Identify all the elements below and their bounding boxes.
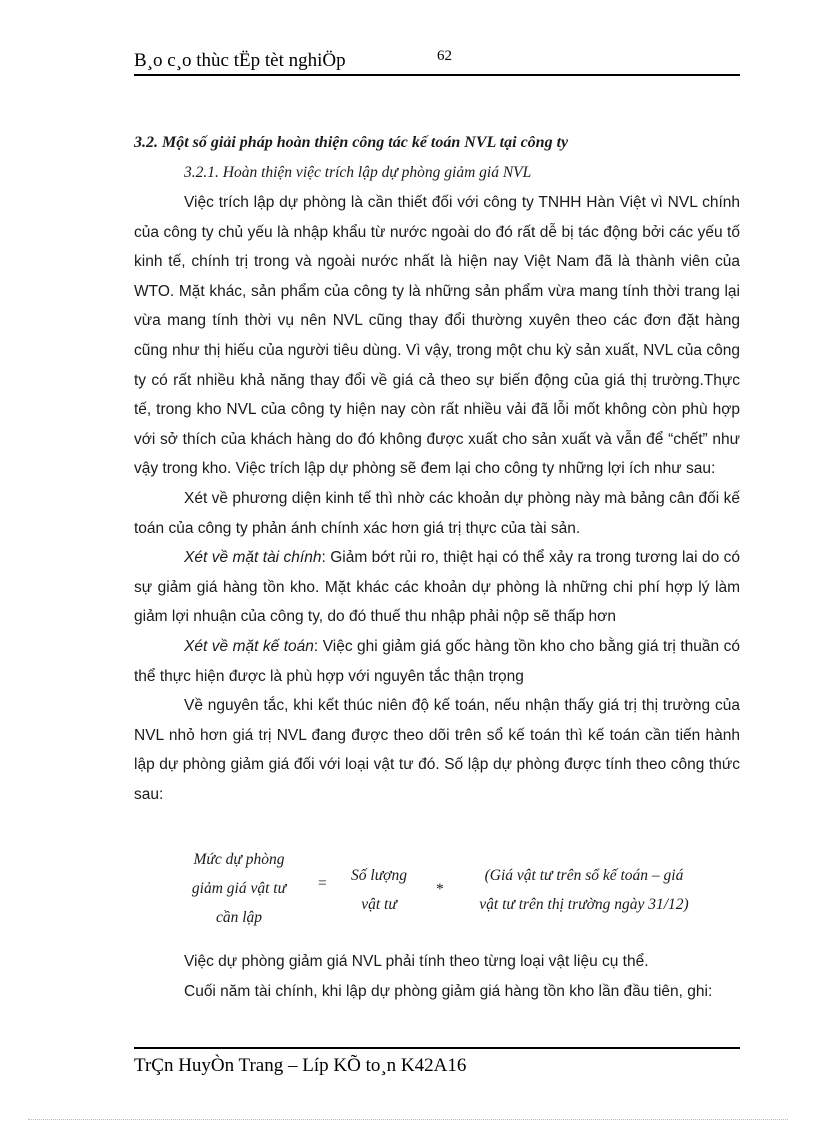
formula-rhs-line: vật tư trên thị trường ngày 31/12) xyxy=(479,896,689,913)
formula-rhs xyxy=(454,861,714,919)
header-title: B¸o c¸o thùc tËp tèt nghiÖp xyxy=(134,50,346,71)
formula-lhs-line: Mức dự phòng xyxy=(193,851,285,868)
formula-quantity-line: Số lượng xyxy=(351,867,407,884)
formula-equals: = xyxy=(318,875,327,892)
paragraph xyxy=(134,632,740,691)
page-footer xyxy=(134,1047,740,1089)
paragraph-lead: Xét về mặt tài chính xyxy=(184,549,322,567)
page-bottom-border xyxy=(28,1119,788,1120)
paragraph-lead: Xét về mặt kế toán xyxy=(184,637,314,655)
formula-times: * xyxy=(436,881,444,898)
page-number: 62 xyxy=(437,48,452,64)
formula-lhs-line: cần lập xyxy=(215,909,263,926)
formula-lhs xyxy=(184,845,294,932)
page-header xyxy=(134,46,740,76)
document-body xyxy=(134,128,740,809)
paragraph: Về nguyên tắc, khi kết thúc niên độ kế toán, nếu nhận thấy giá trị thị trường của NVL nhỏ hơn giá trị NVL đang được theo dõi trên sổ kế toán thì kế toán cần tiến hành lập dự phòng giảm giá đối với loại vật tư đó. Số lập dự phòng được tính theo công thức sau: xyxy=(134,697,740,803)
formula-quantity-line: vật tư xyxy=(361,896,397,913)
paragraph xyxy=(134,543,740,632)
section-heading: 3.2. Một số giải pháp hoàn thiện công tác kế toán NVL tại công ty xyxy=(134,134,569,151)
footer-text: TrÇn HuyÒn Trang – Líp KÕ to¸n K42A16 xyxy=(134,1055,467,1076)
paragraph: Xét về phương diện kinh tế thì nhờ các khoản dự phòng này mà bảng cân đối kế toán của công ty phản ánh chính xác hơn giá trị thực của tài sản. xyxy=(134,489,740,537)
formula-quantity xyxy=(346,861,412,919)
paragraph-rest: : Giảm bớt rủi ro, thiệt hại có thể xảy ra trong tương lai do có sự giảm giá hàng tồn kho. Mặt khác các khoản dự phòng là những chi phí hợp lý làm giảm lợi nhuận của công ty, do đó thuế thu nhập phải nộp sẽ thấp hơn xyxy=(134,549,740,626)
paragraph: Việc dự phòng giảm giá NVL phải tính theo từng loại vật liệu cụ thể. xyxy=(184,953,649,970)
paragraph: Cuối năm tài chính, khi lập dự phòng giảm giá hàng tồn kho lần đầu tiên, ghi: xyxy=(184,982,713,1000)
closing-text xyxy=(134,947,740,1006)
formula-rhs-line: (Giá vật tư trên sổ kế toán – giá xyxy=(484,867,684,884)
formula-lhs-line: giảm giá vật tư xyxy=(191,880,287,897)
provision-formula xyxy=(134,845,740,935)
subsection-heading: 3.2.1. Hoàn thiện việc trích lập dự phòng giảm giá NVL xyxy=(184,164,532,181)
paragraph-rest: : Việc ghi giảm giá gốc hàng tồn kho cho bằng giá trị thuần có thể thực hiện được là phù hợp với nguyên tắc thận trọng xyxy=(134,637,740,685)
paragraph: Việc trích lập dự phòng là cần thiết đối với công ty TNHH Hàn Việt vì NVL chính của công ty chủ yếu là nhập khẩu từ nước ngoài do đó rất dễ bị tác động bởi các yếu tố kinh tế, chính trị trong và ngoài nước nhất là hiện nay Việt Nam đã là thành viên của WTO. Mặt khác, sản phẩm của công ty là những sản phẩm vừa mang tính thời trang lại vừa mang tính thời vụ nên NVL cũng thay đổi thường xuyên theo các đơn đặt hàng cũng như thị hiếu của người tiêu dùng. Vì vậy, trong một chu kỳ sản xuất, NVL của công ty có rất nhiều khả năng thay đổi về giá cả theo sự biến động của giá thị trường.Thực tế, trong kho NVL của công ty hiện nay còn rất nhiều vải đã lỗi mốt không còn phù hợp với sở thích của khách hàng do đó không được xuất cho sản xuất và vẫn để “chết” như vậy trong kho. Việc trích lập dự phòng sẽ đem lại cho công ty những lợi ích như sau: xyxy=(134,194,740,478)
